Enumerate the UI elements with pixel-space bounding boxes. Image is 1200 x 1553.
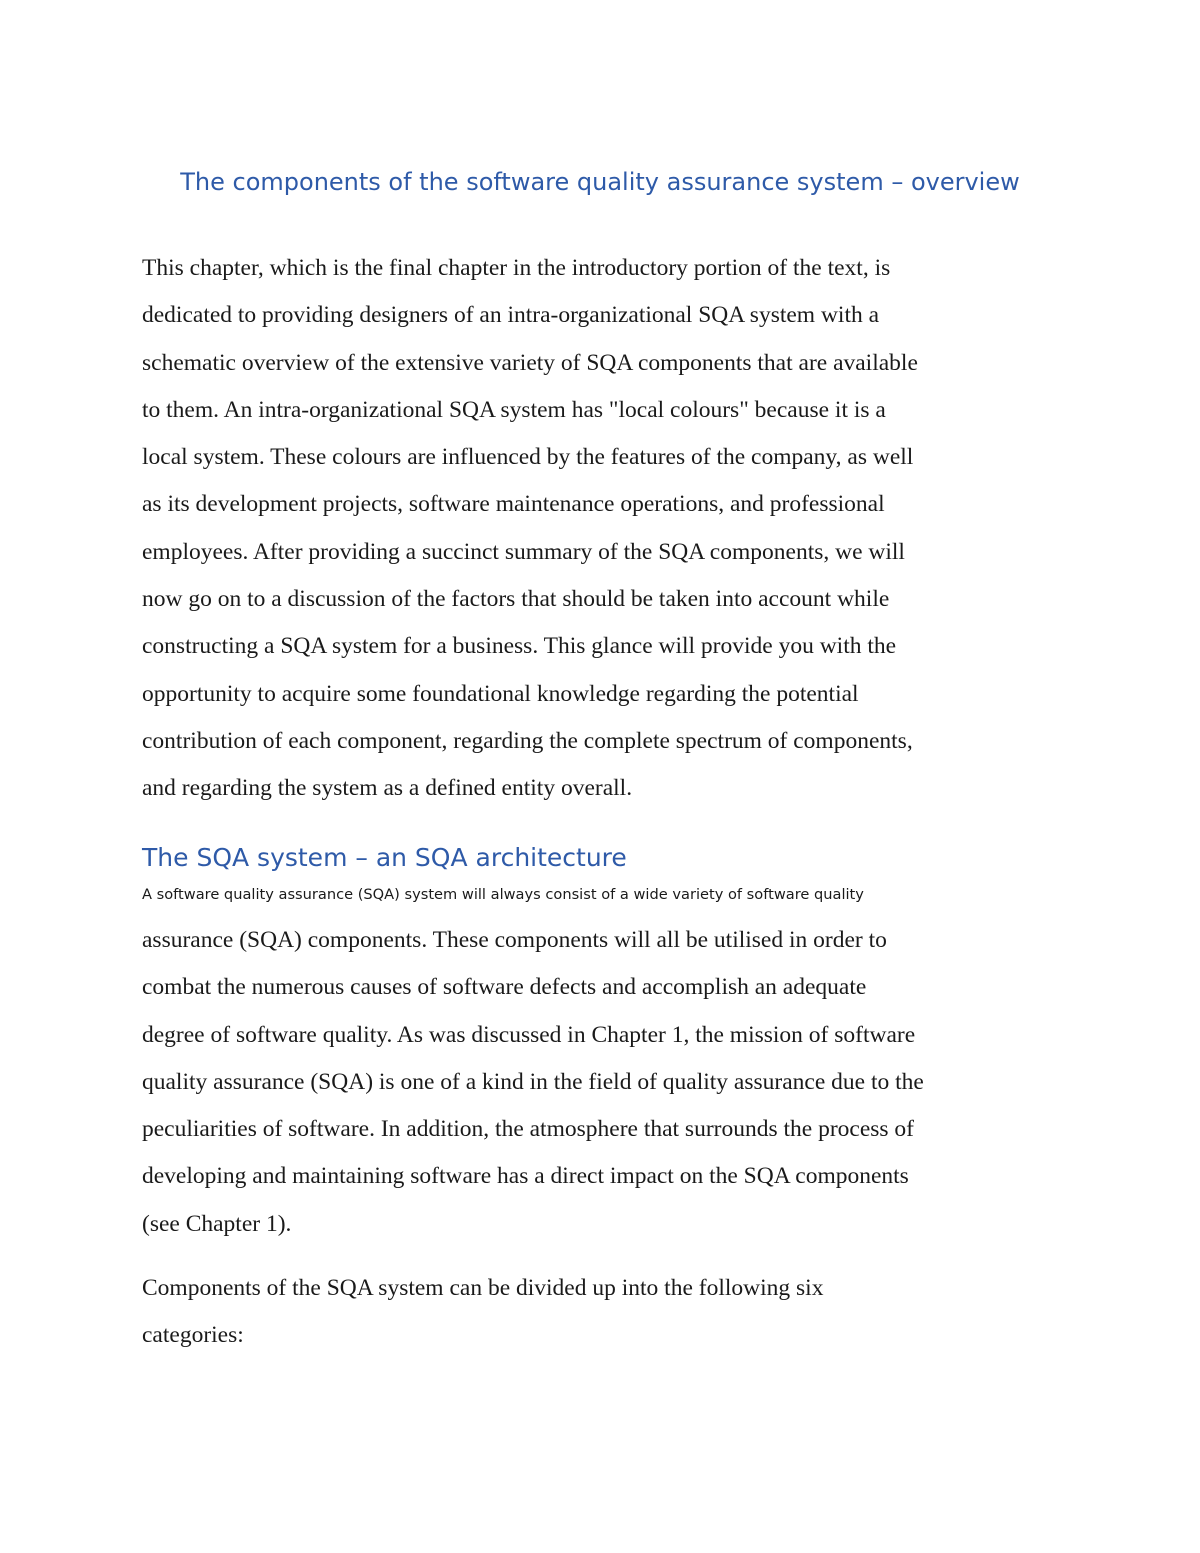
- intro-line: constructing a SQA system for a business. This glance will provide you with the: [142, 633, 897, 660]
- page-title: The components of the software quality assurance system – overview: [180, 168, 1020, 196]
- intro-line: employees. After providing a succinct summary of the SQA components, we will: [142, 538, 905, 565]
- intro-line: to them. An intra-organizational SQA system has "local colours" because it is a: [142, 396, 886, 423]
- intro-line: as its development projects, software maintenance operations, and professional: [142, 491, 885, 518]
- closing-line: Components of the SQA system can be divided up into the following six: [142, 1275, 824, 1301]
- intro-line: contribution of each component, regarding the complete spectrum of components,: [142, 727, 913, 754]
- section-line: peculiarities of software. In addition, the atmosphere that surrounds the process of: [142, 1116, 915, 1143]
- intro-line: and regarding the system as a defined entity overall.: [142, 775, 633, 802]
- section-line: (see Chapter 1).: [142, 1210, 292, 1237]
- intro-line: local system. These colours are influenced by the features of the company, as well: [142, 444, 914, 471]
- section-first-line: A software quality assurance (SQA) system will always consist of a wide variety of software quality: [142, 886, 864, 903]
- closing-paragraph: [142, 1265, 1062, 1360]
- section-line: developing and maintaining software has a direct impact on the SQA components: [142, 1163, 909, 1190]
- closing-line: categories:: [142, 1322, 244, 1349]
- intro-paragraph: [142, 245, 1062, 813]
- section-heading: The SQA system – an SQA architecture: [142, 843, 627, 872]
- intro-line: This chapter, which is the final chapter in the introductory portion of the text, is: [142, 255, 891, 281]
- section-line: assurance (SQA) components. These components will all be utilised in order to: [142, 927, 887, 953]
- intro-line: schematic overview of the extensive variety of SQA components that are available: [142, 349, 918, 376]
- section-line: combat the numerous causes of software defects and accomplish an adequate: [142, 974, 867, 1001]
- intro-line: now go on to a discussion of the factors that should be taken into account while: [142, 586, 890, 613]
- section-line: quality assurance (SQA) is one of a kind in the field of quality assurance due to the: [142, 1068, 924, 1095]
- section-paragraph: [142, 917, 1062, 1248]
- intro-line: opportunity to acquire some foundational knowledge regarding the potential: [142, 680, 859, 707]
- section-line: degree of software quality. As was discussed in Chapter 1, the mission of software: [142, 1021, 916, 1048]
- intro-line: dedicated to providing designers of an intra-organizational SQA system with a: [142, 302, 880, 329]
